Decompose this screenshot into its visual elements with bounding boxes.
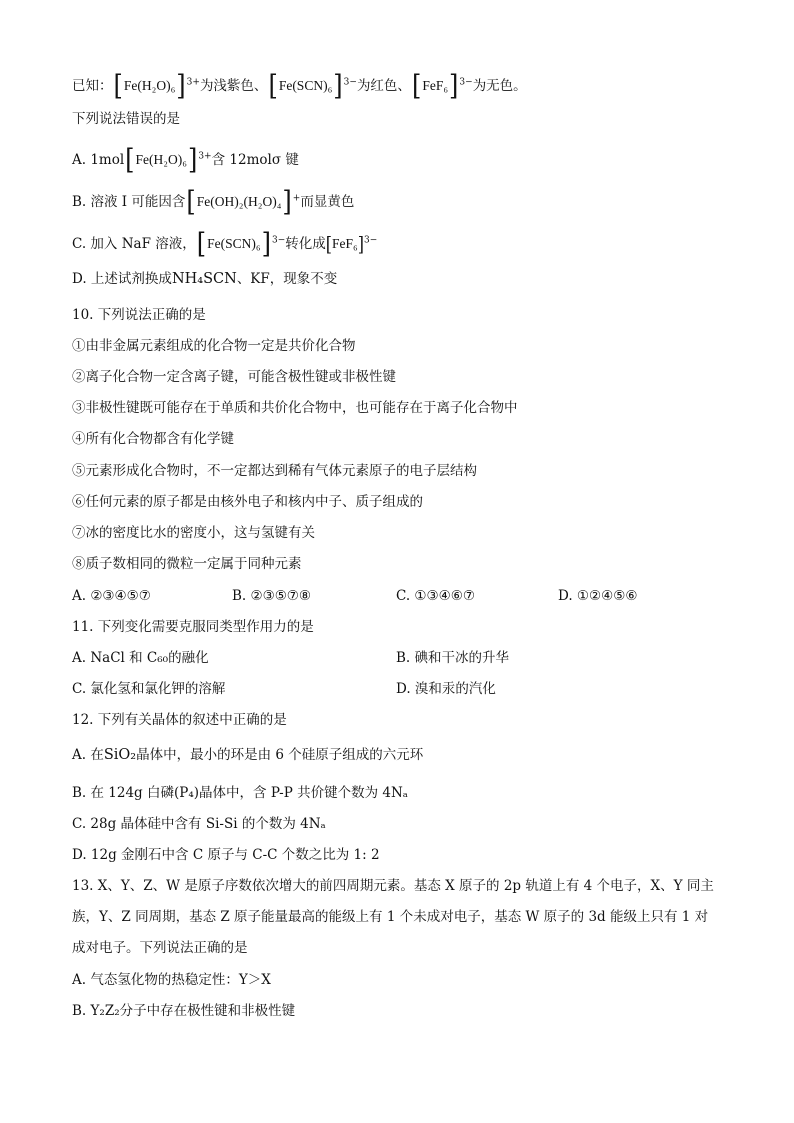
q10-item: ⑦冰的密度比水的密度小，这与氢键有关 [72,525,315,541]
q11-option-a: A. NaCl 和 C₆₀的融化 [72,650,209,666]
q10-item: ③非极性键既可能存在于单质和共价化合物中，也可能存在于离子化合物中 [72,400,518,416]
q9-option-d: D. 上述试剂换成NH₄SCN、KF，现象不变 [72,271,338,287]
q13-option-a: A. 气态氢化物的热稳定性：Y＞X [72,972,271,988]
q10-stem: 10. 下列说法正确的是 [72,307,206,323]
q10-item: ②离子化合物一定含离子键，可能含极性键或非极性键 [72,369,396,385]
q10-item: ④所有化合物都含有化学键 [72,431,234,447]
q12-option-d: D. 12g 金刚石中含 C 原子与 C-C 个数之比为 1: 2 [72,847,380,863]
q9-stem: 下列说法错误的是 [72,111,180,127]
q10-option-d: D. ①②④⑤⑥ [558,588,638,604]
q13-stem-line1: 13. X、Y、Z、W 是原子序数依次增大的前四周期元素。基态 X 原子的 2p 轨道上有 4 个电子，X、Y 同主 [72,878,714,894]
q9-option-b: B. 溶液 I 可能因含[Fe(OH)₂(H₂O)₄]+而显黄色 [72,185,355,219]
complex-fef6: FeF₆ [422,78,449,93]
q9-option-a: A. $1mol[Fe(H_2O)_6]^{3+}$含 12molσ 键 [72,143,299,177]
q10-item: ⑥任何元素的原子都是由核外电子和核内中子、质子组成的 [72,494,423,510]
q13-option-b: B. Y₂Z₂分子中存在极性键和非极性键 [72,1003,296,1019]
q10-option-b: B. ②③⑤⑦⑧ [232,588,312,604]
q12-stem: 12. 下列有关晶体的叙述中正确的是 [72,712,287,728]
q13-stem-line2: 族，Y、Z 同周期，基态 Z 原子能量最高的能级上有 1 个未成对电子，基态 W 原子的 3d 能级上只有 1 对 [72,909,709,925]
formula-nh4scn: NH₄SCN [171,271,237,287]
q11-option-d: D. 溴和汞的汽化 [396,681,496,697]
q11-stem: 11. 下列变化需要克服同类型作用力的是 [72,619,314,635]
complex-fe-scn6: Fe(SCN)₆ [278,78,333,93]
q13-stem-line3: 成对电子。下列说法正确的是 [72,940,248,956]
q10-option-a: A. ②③④⑤⑦ [72,588,151,604]
q12-option-b: B. 在 124g 白磷(P₄)晶体中，含 P-P 共价键个数为 4Nₐ [72,785,408,801]
q10-item: ①由非金属元素组成的化合物一定是共价化合物 [72,338,356,354]
complex-fe-h2o6: Fe(H₂O)₆ [123,78,176,93]
q10-option-c: C. ①③④⑥⑦ [396,588,475,604]
q10-item: ⑤元素形成化合物时，不一定都达到稀有气体元素原子的电子层结构 [72,463,477,479]
known-info-line: 已知：$[Fe(H_2O)_6]^{3+}$为浅紫色、$[Fe(SCN)_6]^{3-}$为红色、$[FeF_6]^{3-}$为无色。 [72,69,527,103]
q10-item: ⑧质子数相同的微粒一定属于同种元素 [72,556,302,572]
known-prefix: 已知： [72,78,113,94]
q11-option-c: C. 氯化氢和氯化钾的溶解 [72,681,226,697]
q12-option-a: A. 在SiO₂晶体中，最小的环是由 6 个硅原子组成的六元环 [72,747,424,763]
q11-option-b: B. 碘和干冰的升华 [396,650,510,666]
formula-sio2: SiO₂ [103,747,137,763]
q9-option-c: C. 加入 NaF 溶液，$[Fe(SCN)_6]^{3-}$转化成$[FeF_6]^{3-}$ [72,227,378,261]
q12-option-c: C. 28g 晶体硅中含有 Si-Si 的个数为 4Nₐ [72,816,326,832]
